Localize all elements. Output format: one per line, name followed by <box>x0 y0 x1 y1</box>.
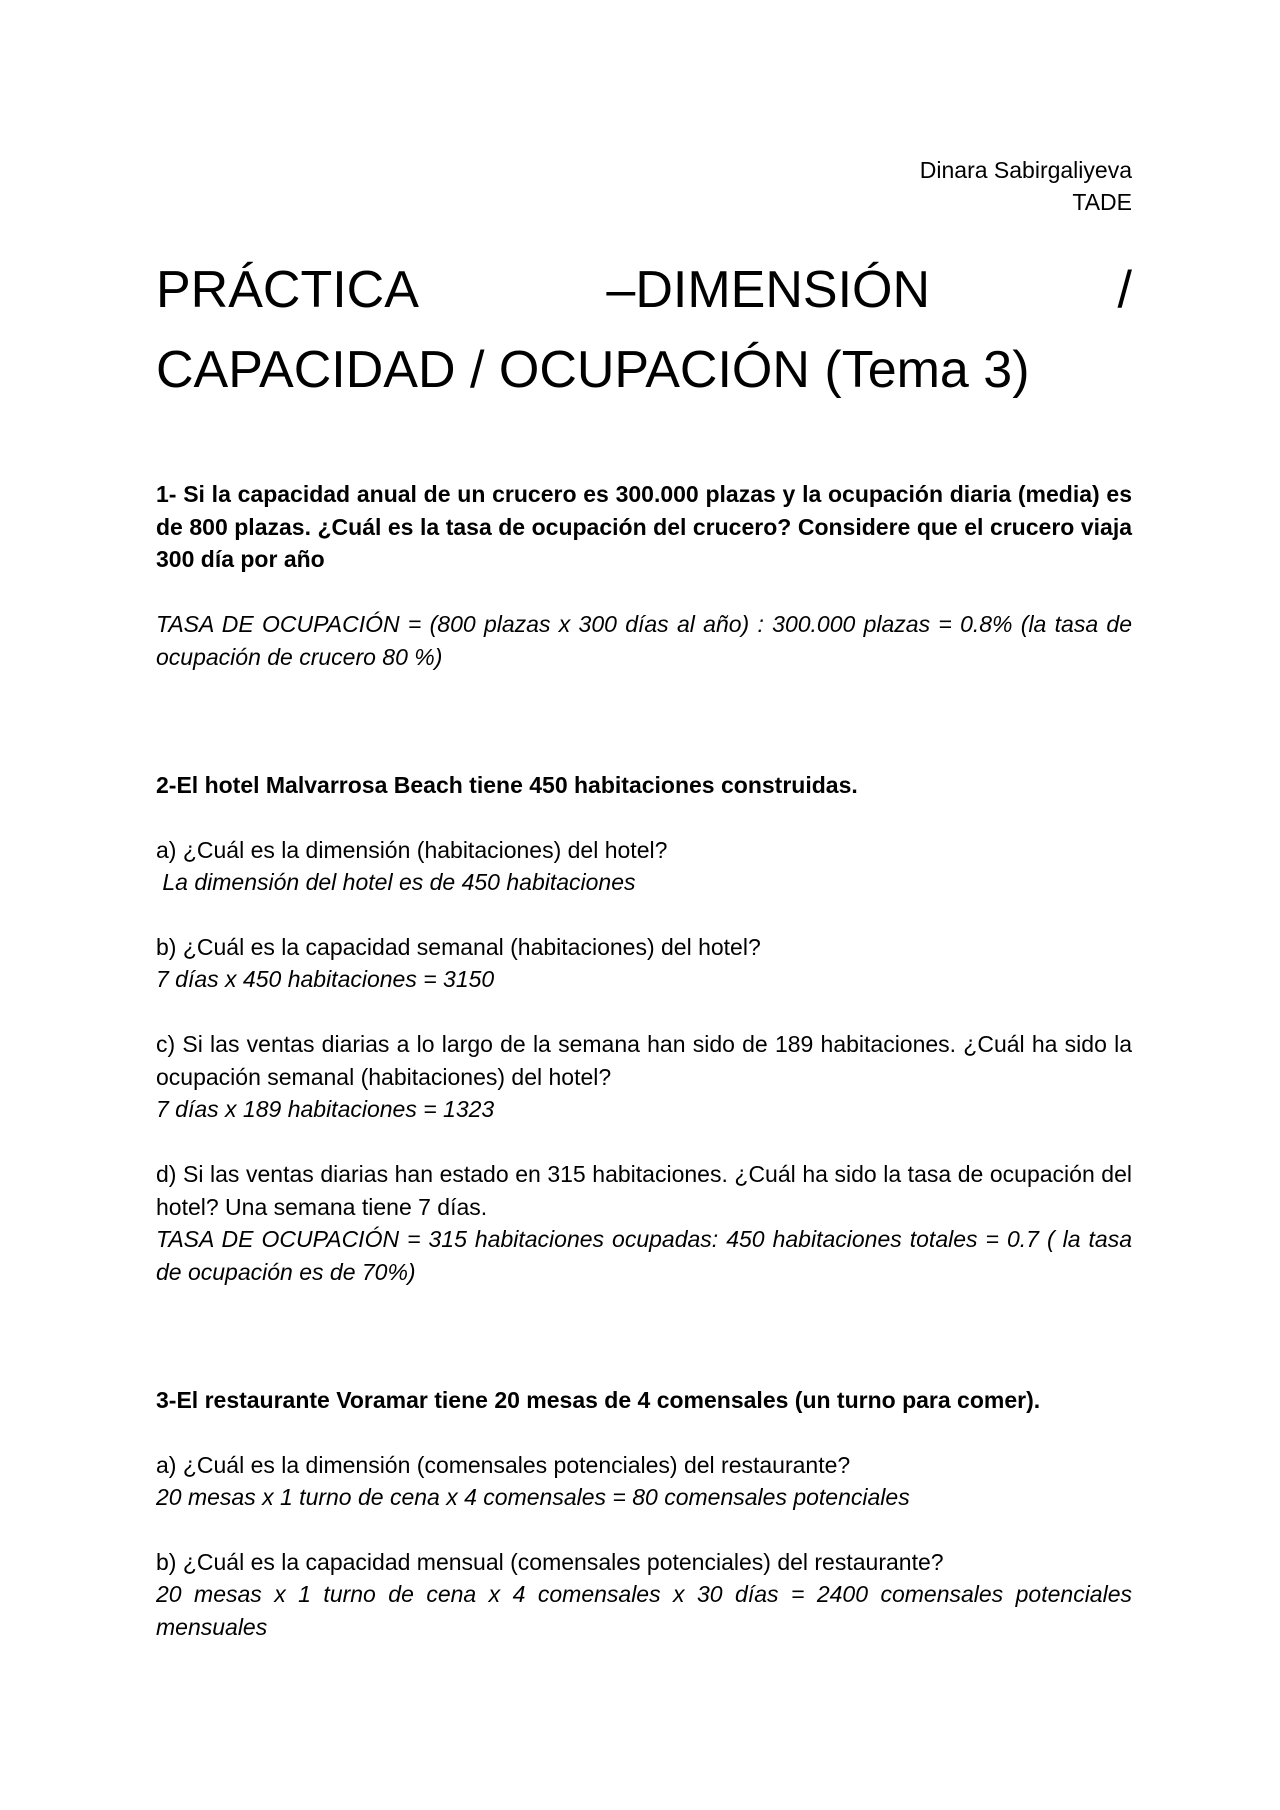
q2-c-question: c) Si las ventas diarias a lo largo de la semana han sido de 189 habitaciones. ¿Cuál ha sido la ocupación semanal (habitaciones) del hotel? <box>156 1031 1132 1090</box>
q3-b-answer: 20 mesas x 1 turno de cena x 4 comensales x 30 días = 2400 comensales potenciales mensuales <box>156 1581 1132 1640</box>
title-line-2: CAPACIDAD / OCUPACIÓN (Tema 3) <box>156 341 1030 399</box>
q2-b-answer: 7 días x 450 habitaciones = 3150 <box>156 966 495 992</box>
course-name: TADE <box>1072 189 1132 215</box>
title-word-dimension: –DIMENSIÓN <box>606 261 931 319</box>
title-word-practica: PRÁCTICA <box>156 261 419 319</box>
q1-question: 1- Si la capacidad anual de un crucero es 300.000 plazas y la ocupación diaria (media) es de 800 plazas. ¿Cuál es la tasa de ocupación del crucero? Considere que el crucero viaja 300 día por año <box>156 481 1132 572</box>
q3-heading: 3-El restaurante Voramar tiene 20 mesas de 4 comensales (un turno para comer). <box>156 1387 1041 1413</box>
q2-b-question: b) ¿Cuál es la capacidad semanal (habitaciones) del hotel? <box>156 934 761 960</box>
q3-a-answer: 20 mesas x 1 turno de cena x 4 comensales = 80 comensales potenciales <box>156 1484 910 1510</box>
title-slash: / <box>1117 261 1132 319</box>
q2-a-answer: La dimensión del hotel es de 450 habitaciones <box>156 869 636 895</box>
q2-d-question: d) Si las ventas diarias han estado en 315 habitaciones. ¿Cuál ha sido la tasa de ocupación del hotel? Una semana tiene 7 días. <box>156 1161 1132 1220</box>
q2-c-answer: 7 días x 189 habitaciones = 1323 <box>156 1096 495 1122</box>
title-line-1 <box>156 250 1132 330</box>
page-title <box>156 250 1132 410</box>
q2-d-answer: TASA DE OCUPACIÓN = 315 habitaciones ocupadas: 450 habitaciones totales = 0.7 ( la tasa de ocupación es de 70%) <box>156 1226 1132 1285</box>
author-name: Dinara Sabirgaliyeva <box>919 157 1132 183</box>
q2-a-question: a) ¿Cuál es la dimensión (habitaciones) del hotel? <box>156 837 668 863</box>
q3-a-question: a) ¿Cuál es la dimensión (comensales potenciales) del restaurante? <box>156 1452 851 1478</box>
q1-answer: TASA DE OCUPACIÓN = (800 plazas x 300 días al año) : 300.000 plazas = 0.8% (la tasa de ocupación de crucero 80 %) <box>156 611 1132 670</box>
q3-b-question: b) ¿Cuál es la capacidad mensual (comensales potenciales) del restaurante? <box>156 1549 944 1575</box>
q2-heading: 2-El hotel Malvarrosa Beach tiene 450 habitaciones construidas. <box>156 772 858 798</box>
author-block <box>920 154 1132 218</box>
